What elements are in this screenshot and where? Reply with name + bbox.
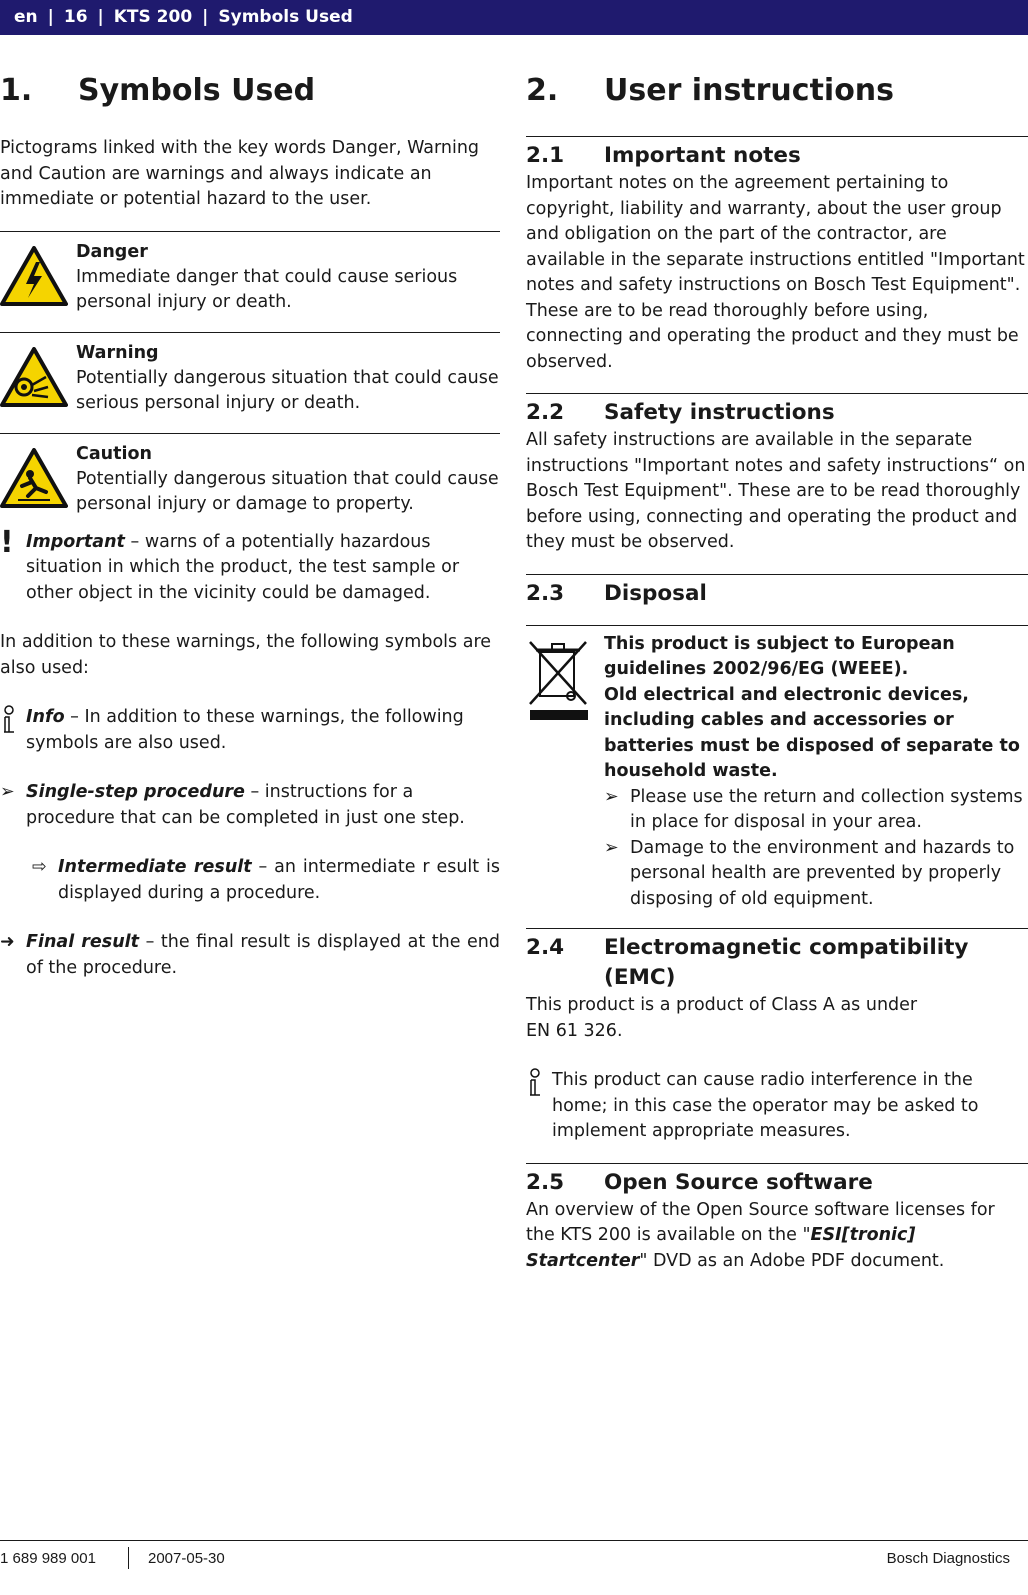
document-date: 2007-05-30 [148,1550,225,1567]
header-page-number: 16 [63,7,88,27]
header-lang: en [14,7,38,27]
info-item: Info – In addition to these warnings, the following symbols are also used. [0,705,500,756]
disposal-block [526,626,1028,913]
section-2-2-heading: 2.2 Safety instructions [526,400,835,425]
intermediate-item: ⇨ Intermediate result – an intermediate r esult is displayed during a procedure. [0,855,500,906]
section-2-1-body: Important notes on the agreement pertaining to copyright, liability and warranty, about the user group and obligation on the part of the contractor, are available in the separate instructions entitled "Important notes and safety instructions on Bosch Test Equipment". These are to be read thoroughly before using, connecting and operating the product and they must be observed. [526,173,1025,372]
emc-info-note: This product can cause radio interference in the home; in this case the operator may be asked to implement appropriate measures. [526,1068,1028,1145]
arrowhead-icon: ➢ [604,837,619,858]
arrowhead-icon: ➢ [604,786,619,807]
disposal-lead: This product is subject to European guidelines 2002/96/EG (WEEE). [604,633,955,679]
section-2-3-heading: 2.3 Disposal [526,580,707,606]
company-name: Bosch Diagnostics [886,1550,1010,1567]
additional-symbols-text: In addition to these warnings, the following symbols are also used: [0,632,492,678]
disposal-bullet: ➢ Damage to the environment and hazards to personal health are prevented by properly disposing of old equipment. [604,836,1028,913]
section-2-title: 2. User instructions [526,72,895,108]
entanglement-hazard-icon [0,347,68,407]
section-2-4-heading: 2.4 Electromagnetic compatibility (EMC) [526,935,969,990]
caution-block: Caution Potentially dangerous situation that could cause personal injury or damage to property. [0,434,500,528]
hollow-arrow-icon: ⇨ [32,857,47,877]
section-2-5-heading: 2.5 Open Source software [526,1169,873,1195]
left-column [0,64,500,981]
section-1-title: 1. Symbols Used [0,72,316,108]
header-section: Symbols Used [218,7,353,27]
slip-hazard-icon [0,448,68,508]
final-item: ➜ Final result – the final result is displayed at the end of the procedure. [0,930,500,981]
page-footer [0,1540,1028,1567]
disposal-bullet: ➢ Please use the return and collection systems in place for disposal in your area. [604,785,1028,836]
warning-block: Warning Potentially dangerous situation that could cause serious personal injury or death. [0,333,500,433]
electric-hazard-icon [0,246,68,306]
single-step-item: ➢ Single-step procedure – instructions for a procedure that can be completed in just one step. [0,780,500,831]
important-item: ! Important – warns of a potentially hazardous situation in which the product, the test sample or other object in the vicinity could be damaged. [0,530,500,607]
section-2-5-body: An overview of the Open Source software licenses for the KTS 200 is available on the "ESI[tronic] Startcenter" DVD as an Adobe PDF document. [526,1199,995,1271]
info-icon [526,1068,544,1098]
weee-crossed-bin-icon [526,638,590,722]
info-icon [0,705,18,735]
section-2-4-body: This product is a product of Class A as under EN 61 326. [526,995,918,1041]
right-column [526,64,1028,1274]
section-2-1-heading: 2.1 Important notes [526,143,801,168]
header-product: KTS 200 [113,7,193,27]
arrow-right-icon: ➜ [0,932,15,952]
arrowhead-icon: ➢ [0,782,15,802]
section-2-2-body: All safety instructions are available in the separate instructions "Important notes and safety instructions“ on Bosch Test Equipment". These are to be read thoroughly before using, connecting and operating the product and they must be observed. [526,430,1026,552]
disposal-body: Old electrical and electronic devices, including cables and accessories or batteries must be disposed of separate to household waste. [604,684,1020,781]
exclamation-icon: ! [0,524,14,560]
document-number: 1 689 989 001 [0,1550,96,1567]
page-header: en | 16 | KTS 200 | Symbols Used [0,0,1028,35]
symbols-intro: Pictograms linked with the key words Danger, Warning and Caution are warnings and always indicate an immediate or potential hazard to the user. [0,138,480,209]
danger-block: Danger Immediate danger that could cause serious personal injury or death. [0,232,500,332]
